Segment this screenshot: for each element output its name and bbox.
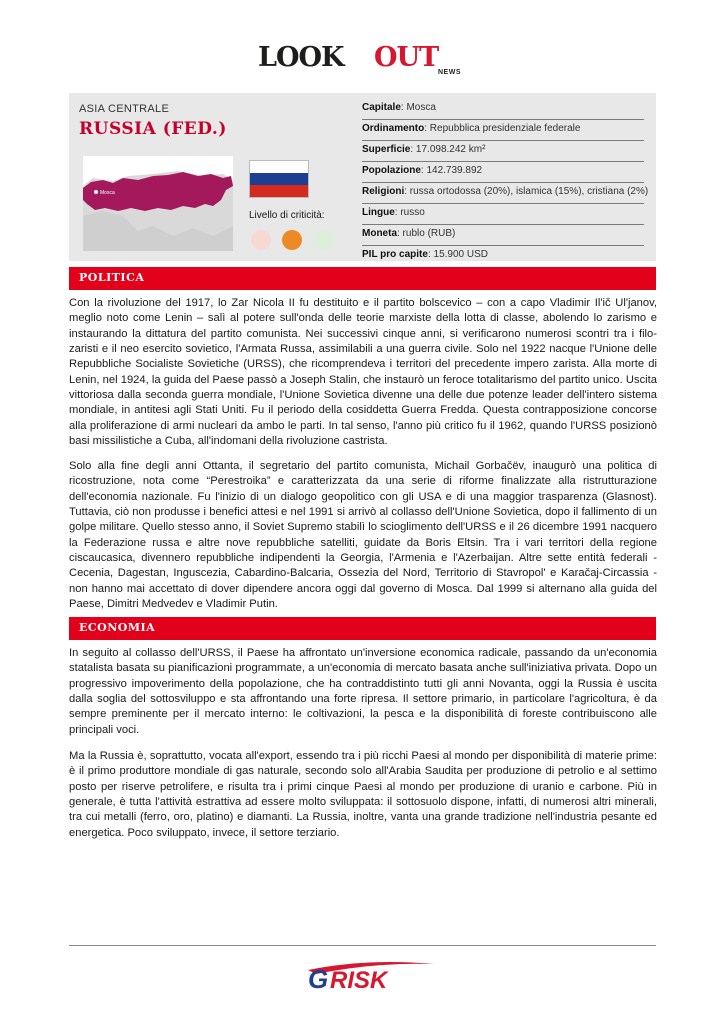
fact-key: PIL pro capite (362, 249, 428, 260)
fact-row (362, 141, 644, 162)
fact-row (362, 99, 644, 120)
fact-key: Superficie (362, 144, 411, 155)
fact-value: : rublo (RUB) (397, 228, 456, 239)
fact-row (362, 204, 644, 225)
map-moscow-label: Mosca (100, 190, 115, 196)
logo-g-text: G (308, 964, 329, 992)
fact-row (362, 183, 649, 204)
fact-row (362, 225, 644, 246)
section-title: POLITICA (79, 271, 145, 284)
fact-row (362, 162, 644, 183)
politica-paragraph-2: Solo alla fine degli anni Ottanta, il segretario del partito comunista, Michail Gorbačëv, inaugurò una politica di ricostruzione, nota come “Perestroika” e caratterizzata da una serie di riforme finalizzate alla ristrutturazione dell'economia nazionale. Fu l'inizio di un dialogo geopolitico con gli USA e di una maggior trasparenza (Glasnost). Tuttavia, ciò non produsse i benefici attesi e nel 1991 si arrivò al collasso dell'Unione Sovietica, dopo il fallimento di un golpe militare. Quello stesso anno, il Soviet Supremo stabilì lo scioglimento dell'URSS e il 26 dicembre 1991 nacquero la Federazione russa e altre nove repubbliche satelliti, guidate da Boris Eltsin. Tra i vari territori della regione ciscaucasica, divennero repubbliche indipendenti la Georgia, l'Armenia e l'Azerbaijan. Altre sette entità federali - Cecenia, Dagestan, Inguscezia, Cabardino-Balcaria, Ossezia del Nord, Territorio di Stavropol' e Karačaj-Circassia - non hanno mai accettato di dover dipendere ancora oggi dal governo di Mosca. Dal 1999 si alternano alla guida del Paese, Dimitri Medvedev e Vladimir Putin. (69, 460, 657, 611)
politica-paragraph-1: Con la rivoluzione del 1917, lo Zar Nicola II fu destituito e il partito bolscevico – con a capo Vladimir Il'ič Ul'janov, meglio noto come Lenin – salì al potere sull'onda delle teorie marxiste della lotta di classe, abolendo lo zarismo e instaurando la dittatura del partito comunista. Nei successivi cinque anni, si verificarono numerosi scontri tra i filo-zaristi e il neo esercito sovietico, l'Armata Russa, assimilabili a una guerra civile. Solo nel 1922 nacque l'Unione delle Repubbliche Socialiste Sovietiche (URSS), che ricomprendeva i territori del precedente impero zarista. Alla morte di Lenin, nel 1924, la guida del Paese passò a Joseph Stalin, che instaurò un feroce totalitarismo del partito unico. Uscita vittoriosa dalla seconda guerra mondiale, l'Unione Sovietica divenne una delle due potenze leader dell'intero sistema mondiale, in antitesi agli Stati Uniti. Fu il periodo della cosiddetta Guerra Fredda. Questa contrapposizione concorse alla proliferazione di armi nucleari da ambo le parti. In tal senso, l'anno più critico fu il 1962, quando l'URSS posizionò basi missilistiche a Cuba, all'indomani della rivoluzione castrista. (69, 297, 657, 448)
grisk-logo (306, 958, 436, 992)
fact-value: : 15.900 USD (427, 249, 488, 260)
economia-paragraph-1: In seguito al collasso dell'URSS, il Paese ha affrontato un'inversione economica radicale, passando da un'economia statalista basata su pianificazioni programmate, a un'economia di mercato basata anche sull'iniziativa privata. Dopo un progressivo impoverimento della popolazione, che ha contraddistinto tutti gli anni Novanta, oggi la Russia è uscita dalla soglia del sottosviluppo e sta affrontando una forte ripresa. Il settore primario, in particolare l'agricoltura, è da sempre preminente per il mercato interno: le coltivazioni, la pesca e la disponibilità di foreste contribuiscono alle principali voci. (69, 647, 657, 736)
section-title: ECONOMIA (79, 621, 156, 634)
footer-divider (69, 945, 656, 946)
economia-paragraph-2: Ma la Russia è, soprattutto, vocata all'export, essendo tra i più ricchi Paesi al mondo per disponibilità di materie prime: è il primo produttore mondiale di gas naturale, secondo solo all'Arabia Saudita per produzione di petrolio e al settimo posto per riserve petrolifere, e risulta tra i primi cinque Paesi al mondo per produzione di uranio e carbone. Più in generale, è tutta l'attività estrattiva ad essere molto sviluppata: il sottosuolo dispone, infatti, di numerosi altri minerali, tra cui metalli (ferro, oro, platino) e diamanti. La Russia, inoltre, vanta una grande tradizione nell'industria pesante ed energetica. Poco sviluppato, invece, il settore terziario. (69, 750, 657, 839)
section-header-economia (69, 617, 656, 640)
fact-value: : 142.739.892 (420, 165, 483, 176)
fact-value: : russo (394, 207, 425, 218)
logo-look-text: LOOK (258, 42, 344, 73)
criticity-low-dot (251, 230, 271, 250)
fact-key: Lingue (362, 207, 395, 218)
fact-value: : russa ortodossa (20%), islamica (15%), cristiana (2%) (404, 186, 649, 197)
fact-key: Ordinamento (362, 123, 425, 134)
fact-key: Moneta (362, 228, 397, 239)
criticity-high-dot (313, 230, 333, 250)
fact-value: : Mosca (400, 102, 436, 113)
fact-value: : 17.098.242 km² (410, 144, 486, 155)
fact-key: Religioni (362, 186, 405, 197)
facts-list (362, 99, 649, 266)
fact-row (362, 246, 644, 266)
fact-value: : Repubblica presidenziale federale (424, 123, 581, 134)
logo-out-text: OUT (374, 42, 439, 73)
country-info-card (69, 93, 656, 261)
criticity-medium-dot (282, 230, 302, 250)
russia-flag (249, 160, 309, 198)
criticity-label: Livello di criticità: (249, 210, 325, 221)
lookout-news-logo (258, 42, 468, 78)
fact-key: Popolazione (362, 165, 421, 176)
russia-map (83, 156, 233, 251)
country-title: RUSSIA (FED.) (79, 119, 227, 139)
logo-news-text: NEWS (438, 69, 461, 76)
region-label: ASIA CENTRALE (79, 103, 170, 115)
logo-risk-text: RISK (330, 967, 388, 992)
fact-key: Capitale (362, 102, 401, 113)
fact-row (362, 120, 644, 141)
moscow-marker (94, 190, 98, 194)
section-header-politica (69, 267, 656, 290)
